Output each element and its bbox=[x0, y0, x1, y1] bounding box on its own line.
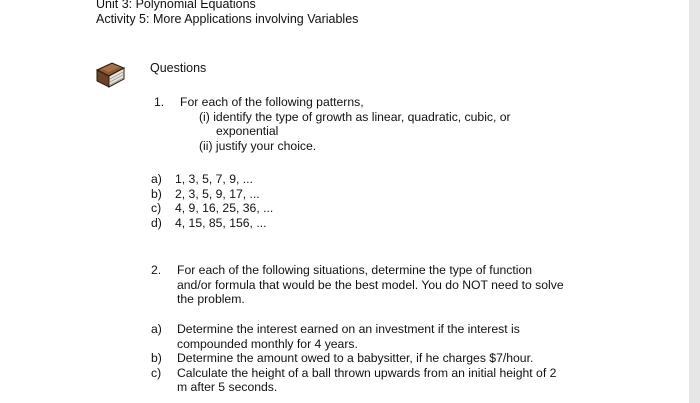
question-line: For each of the following situations, determine the type of function bbox=[177, 263, 532, 277]
book-icon bbox=[94, 60, 126, 90]
question-line: and/or formula that would be the best model. You do NOT need to solve bbox=[177, 277, 564, 292]
scrollbar[interactable] bbox=[689, 0, 700, 403]
instruction-i: (i) identify the type of growth as linear, quadratic, cubic, or bbox=[199, 109, 511, 124]
situation-text: Determine the amount owed to a babysitter, if he charges $7/hour. bbox=[177, 351, 534, 365]
section-title: Questions bbox=[150, 61, 207, 75]
question-number: 1. bbox=[154, 95, 165, 109]
instruction-ii: (ii) justify your choice. bbox=[199, 138, 317, 153]
list-label: c) bbox=[151, 365, 162, 380]
list-label: a) bbox=[151, 322, 162, 336]
unit-title: Unit 3: Polynomial Equations bbox=[96, 0, 256, 11]
instruction-i-cont: exponential bbox=[216, 124, 279, 138]
situation-text: Determine the interest earned on an investment if the interest is bbox=[177, 322, 520, 336]
activity-title: Activity 5: More Applications involving Variables bbox=[96, 12, 359, 26]
situation-text: Calculate the height of a ball thrown upwards from an initial height of 2 bbox=[177, 365, 557, 380]
document-header bbox=[96, 0, 358, 27]
document-page: Unit 3: Polynomial Equations Activity 5: More Applications involving Variables Questions 1. For each of the following patterns, (i) identify the type of growth as linear, quadratic, cubic, or exponential (ii) justify your choice. a) 1, 3, 5, 7, 9, ... b) 2, 3, 5, 9, 17, ... c) 4, 9, 16, 25, 36, ... d) 4, 15, 85, 156, ... 2. For each of the following situations, determine the type of function and/or formula that would be the best model. You do NOT need to solve the problem. a) Determine the interest earned on an investment if the interest is compounded monthly for 4 years. b) Determine the amount owed to a babysitter, if he charges $7/hour. c) Calculate the height of a ball thrown upwards from an initial height of 2 m after 5 seconds. bbox=[0, 0, 689, 403]
question-number: 2. bbox=[151, 263, 162, 277]
situation-text: compounded monthly for 4 years. bbox=[177, 336, 358, 351]
situation-text: m after 5 seconds. bbox=[177, 380, 278, 394]
question-intro: For each of the following patterns, bbox=[180, 95, 364, 109]
list-label: b) bbox=[151, 351, 162, 365]
question-line: the problem. bbox=[177, 292, 245, 306]
